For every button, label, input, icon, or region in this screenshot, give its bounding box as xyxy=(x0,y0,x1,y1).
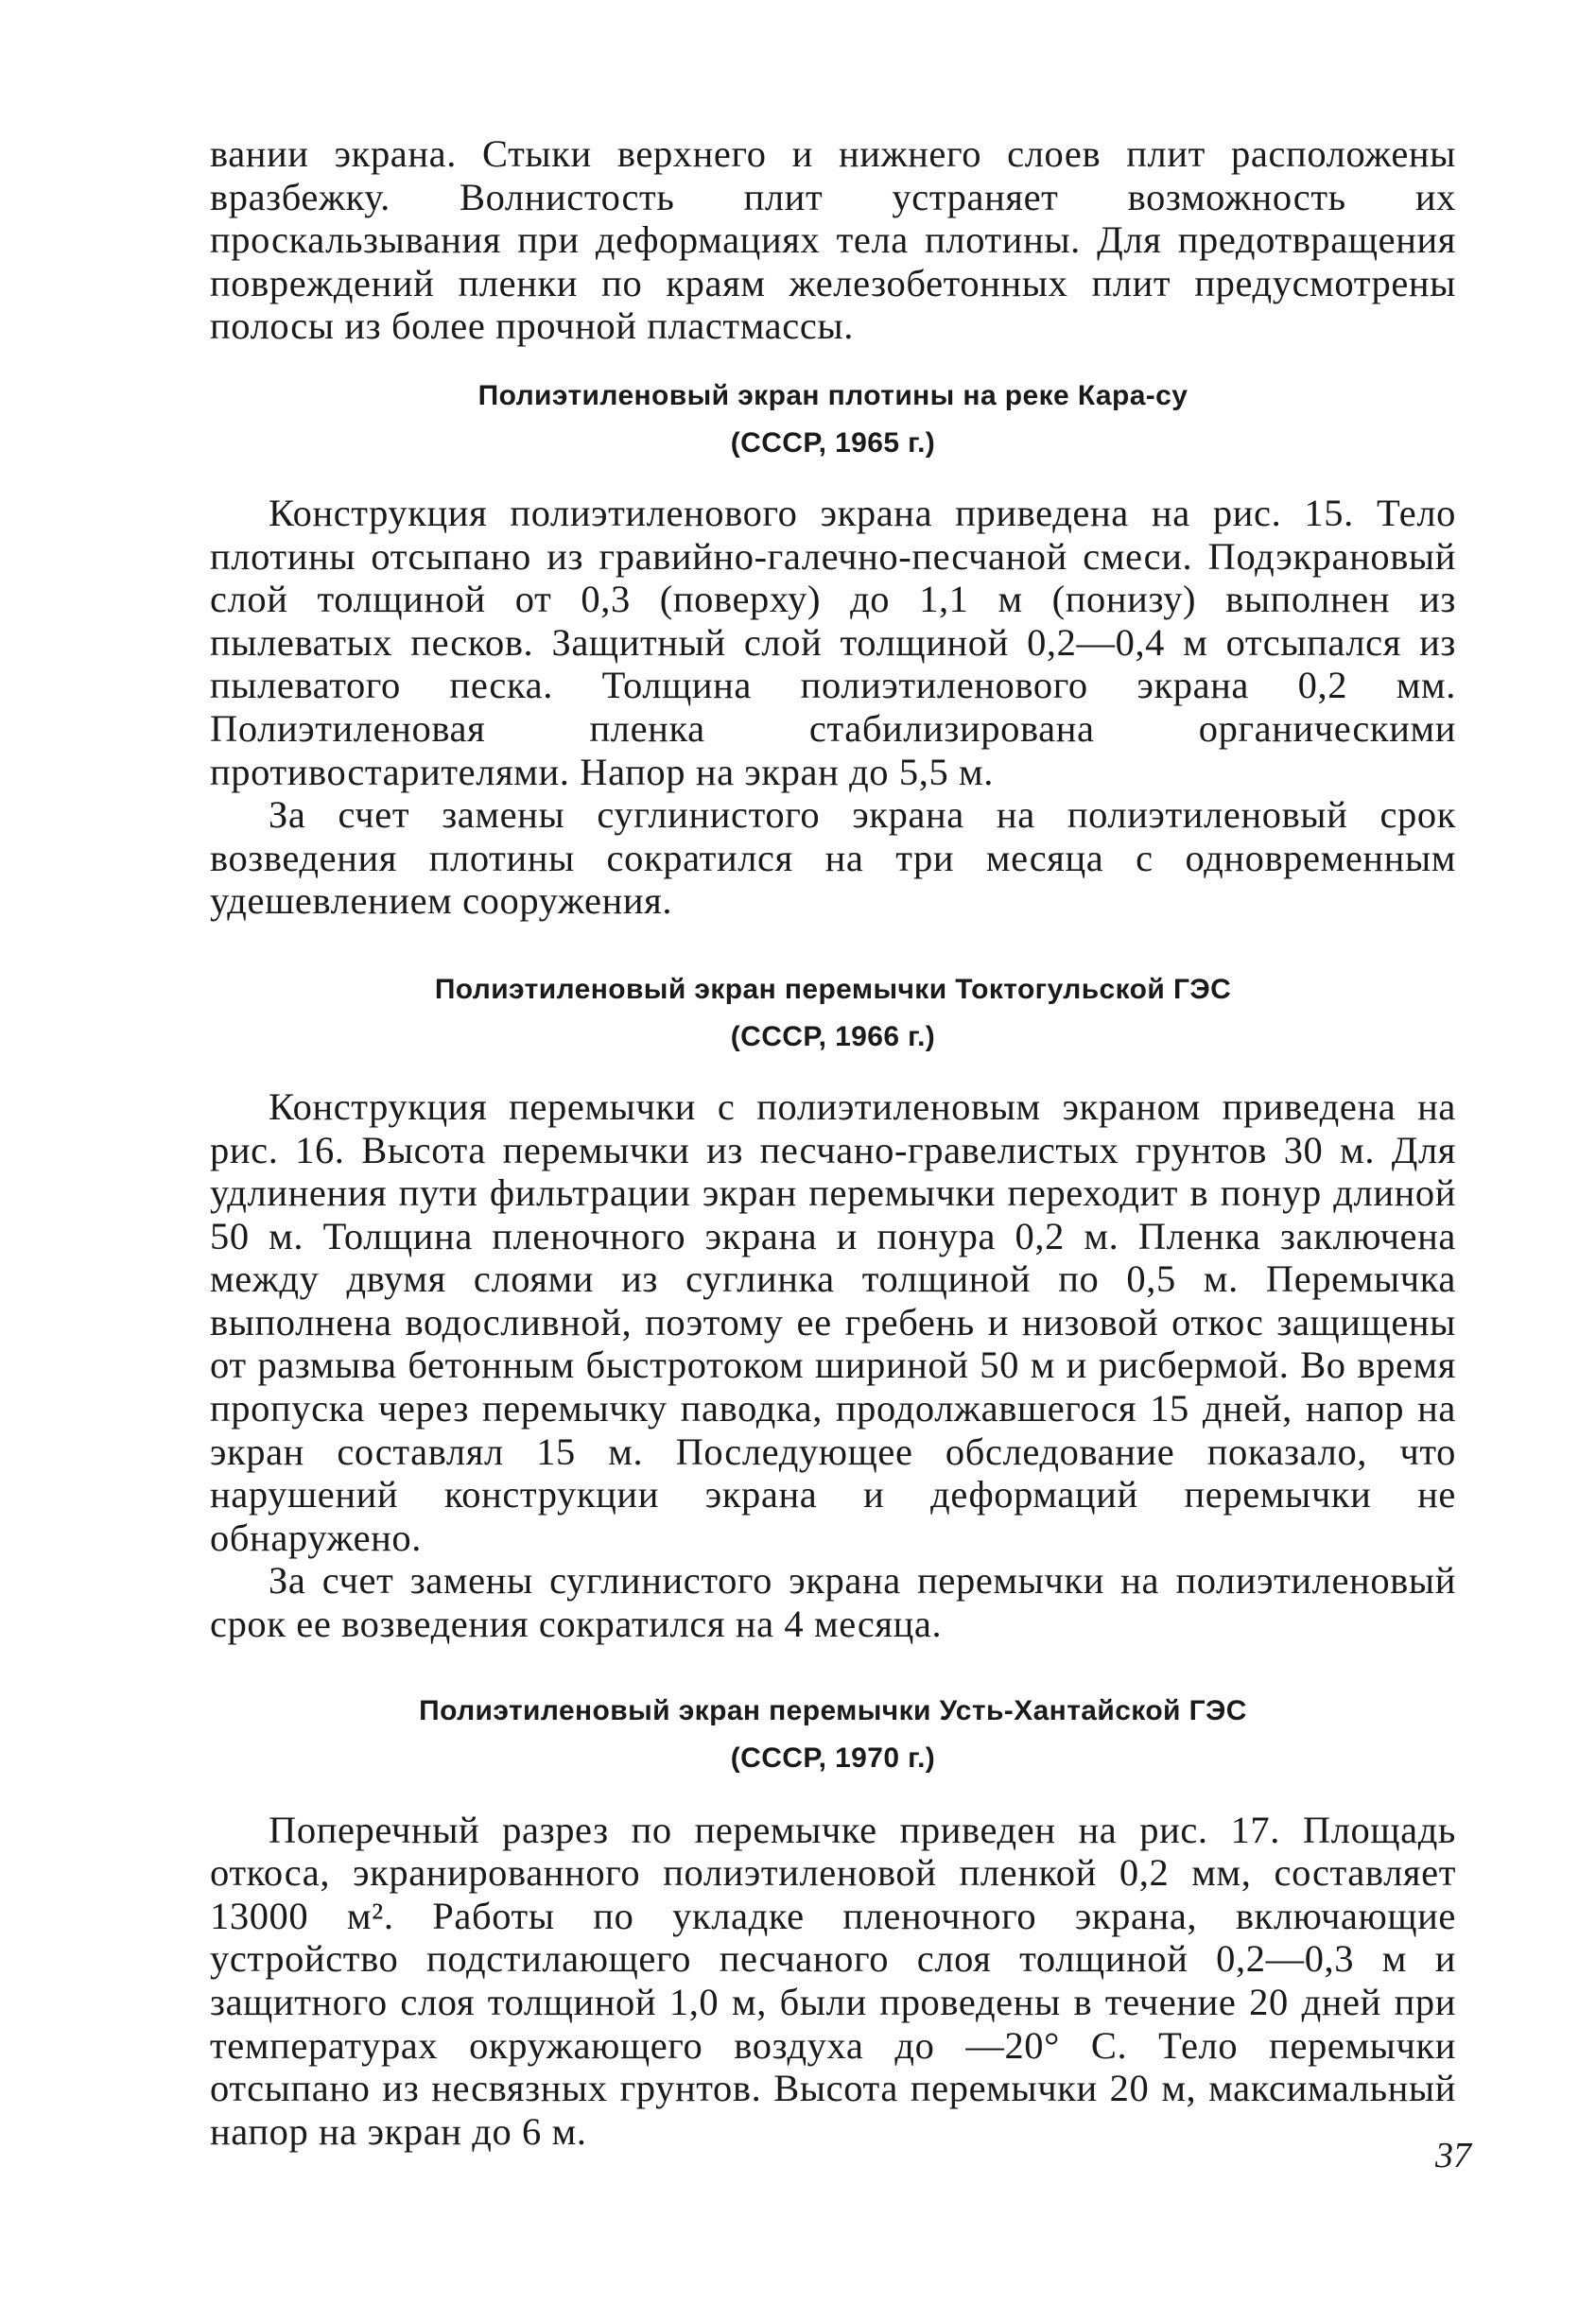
section-paragraph: Конструкция полиэтиленового экрана приведена на рис. 15. Тело плотины отсыпано из гравийно-галечно-песчаной смеси. Подэкрановый слой толщиной от 0,3 (поверху) до 1,1 м (понизу) выполнен из пылеватых песков. Защитный слой толщиной 0,2—0,4 м отсыпался из пылеватого песка. Толщина полиэтиленового экрана 0,2 мм. Полиэтиленовая пленка стабилизирована органическими противостарителями. Напор на экран до 5,5 м. xyxy=(210,491,1456,793)
section-toktogul xyxy=(210,966,1456,1646)
section-paragraph: Конструкция перемычки с полиэтиленовым экраном приведена на рис. 16. Высота перемычки из песчано-гравелистых грунтов 30 м. Для удлинения пути фильтрации экран перемычки переходит в понур длиной 50 м. Толщина пленочного экрана и понура 0,2 м. Пленка заключена между двумя слоями из суглинка толщиной по 0,5 м. Перемычка выполнена водосливной, поэтому ее гребень и низовой откос защищены от размыва бетонным быстротоком шириной 50 м и рисбермой. Во время пропуска через перемычку паводка, продолжавшегося 15 дней, напор на экран составлял 15 м. Последующее обследование показало, что нарушений конструкции экрана и деформаций перемычки не обнаружено. xyxy=(210,1084,1456,1559)
section-title: Полиэтиленовый экран перемычки Усть-Хантайской ГЭС xyxy=(419,1694,1247,1726)
section-title: Полиэтиленовый экран плотины на реке Кара-су xyxy=(477,379,1188,411)
section-subtitle: (СССР, 1965 г.) xyxy=(730,426,936,459)
section-subtitle: (СССР, 1966 г.) xyxy=(730,1020,936,1052)
section-kara-su xyxy=(210,373,1456,923)
intro-paragraph: вании экрана. Стыки верхнего и нижнего слоев плит расположены вразбежку. Волнистость плит устраняет возможность их проскальзывания при деформациях тела плотины. Для предотвращения повреждений пленки по краям железобетонных плит предусмотрены полосы из более прочной пластмассы. xyxy=(210,132,1456,348)
section-ust-khantay xyxy=(210,1688,1456,2154)
section-paragraph: За счет замены суглинистого экрана на полиэтиленовый срок возведения плотины сократился на три месяца с одновременным удешевлением сооружения. xyxy=(210,793,1456,923)
section-paragraph: За счет замены суглинистого экрана перемычки на полиэтиленовый срок ее возведения сократился на 4 месяца. xyxy=(210,1559,1456,1646)
section-title: Полиэтиленовый экран перемычки Токтогульской ГЭС xyxy=(434,973,1232,1005)
page-body xyxy=(210,132,1456,2153)
section-subtitle: (СССР, 1970 г.) xyxy=(730,1742,936,1774)
page-number: 37 xyxy=(1435,2136,1471,2175)
section-paragraph: Поперечный разрез по перемычке приведен на рис. 17. Площадь откоса, экранированного полиэтиленовой пленкой 0,2 мм, составляет 13000 м². Работы по укладке пленочного экрана, включающие устройство подстилающего песчаного слоя толщиной 0,2—0,3 м и защитного слоя толщиной 1,0 м, были проведены в течение 20 дней при температурах окружающего воздуха до —20° С. Тело перемычки отсыпано из несвязных грунтов. Высота перемычки 20 м, максимальный напор на экран до 6 м. xyxy=(210,1808,1456,2153)
